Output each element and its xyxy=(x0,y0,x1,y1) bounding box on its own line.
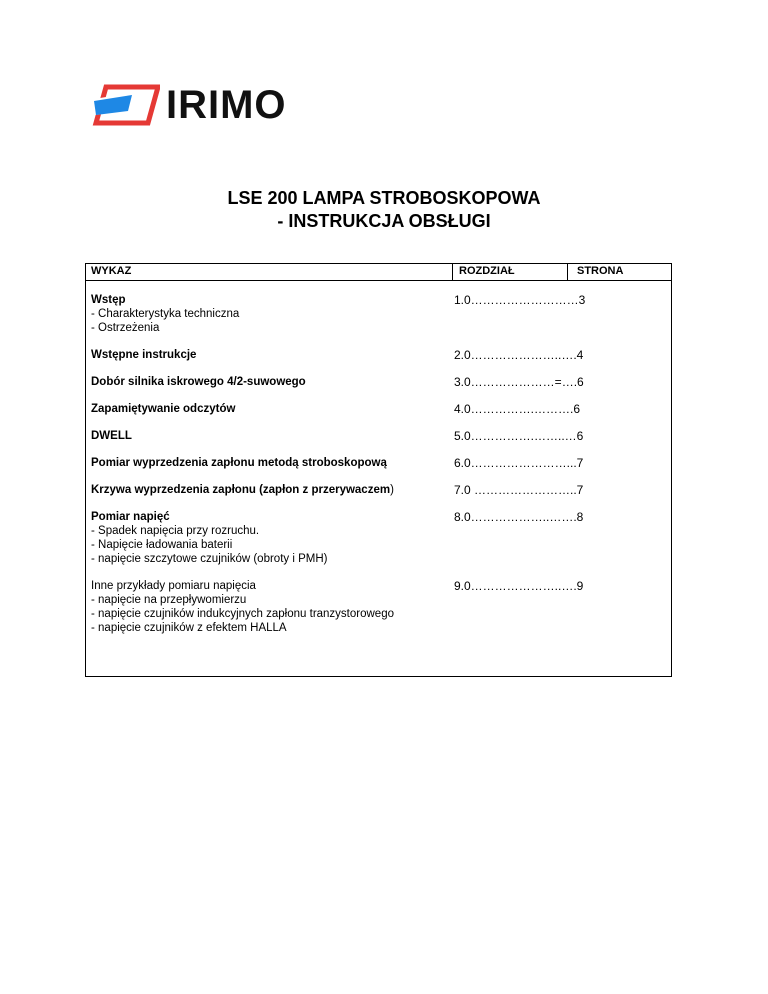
toc-entry-sub: Inne przykłady pomiaru napięcia xyxy=(91,580,256,592)
toc-header-list: WYKAZ xyxy=(91,265,132,277)
toc-entry-sub: - Spadek napięcia przy rozruchu. xyxy=(91,525,260,537)
toc-entry-title: Wstępne instrukcje xyxy=(91,349,197,361)
toc-header-row xyxy=(86,264,671,281)
toc-header-page: STRONA xyxy=(577,265,624,277)
toc-entry-title: Pomiar napięć xyxy=(91,511,170,523)
toc-entry-ref: 9.0…………………..….9 xyxy=(454,579,584,593)
brand-logo xyxy=(92,82,287,128)
document-subtitle: - INSTRUKCJA OBSŁUGI xyxy=(277,211,491,231)
toc-entry-title xyxy=(91,483,461,497)
toc-header-divider xyxy=(452,264,453,280)
toc-entry-sub: - napięcie czujników indukcyjnych zapłonu tranzystorowego xyxy=(91,608,394,620)
toc-entry-sub: - napięcie na przepływomierzu xyxy=(91,594,247,606)
toc-entry-title-main: Krzywa wyprzedzenia zapłonu (zapłon z przerywaczem xyxy=(91,484,391,496)
toc-entry-ref: 5.0…………….……..…6 xyxy=(454,429,584,443)
brand-name: IRIMO xyxy=(166,83,287,127)
toc-entry-ref: 6.0……………………...7 xyxy=(454,456,584,470)
toc-entry-title: DWELL xyxy=(91,430,132,442)
toc-entry-sub: - Ostrzeżenia xyxy=(91,322,160,334)
toc-entry-ref: 3.0…………………=….6 xyxy=(454,375,584,389)
toc-entry-sub: - napięcie czujników z efektem HALLA xyxy=(91,622,287,634)
document-title: LSE 200 LAMPA STROBOSKOPOWA xyxy=(227,188,541,208)
toc-entry-ref: 1.0………………………3 xyxy=(454,293,586,307)
toc-entry-title: Pomiar wyprzedzenia zapłonu metodą stroboskopową xyxy=(91,457,387,469)
toc-entry-title: Wstęp xyxy=(91,294,126,306)
toc-header-divider xyxy=(567,264,568,280)
toc-entry-sub: - Napięcie ładowania baterii xyxy=(91,539,233,551)
toc-entry-title-tail: ) xyxy=(390,484,394,496)
irimo-logo-icon xyxy=(92,83,160,127)
toc-header-chapter: ROZDZIAŁ xyxy=(459,265,515,277)
toc-entry-ref: 7.0 ……………………..7 xyxy=(454,483,584,497)
toc-entry-sub: - napięcie szczytowe czujników (obroty i PMH) xyxy=(91,553,328,565)
toc-entry-title: Zapamiętywanie odczytów xyxy=(91,403,236,415)
toc-entry-sub: - Charakterystyka techniczna xyxy=(91,308,240,320)
toc-entry-title: Dobór silnika iskrowego 4/2-suwowego xyxy=(91,376,306,388)
toc-entry-ref: 2.0…………………..….4 xyxy=(454,348,584,362)
toc-entry-ref: 8.0………………..…….8 xyxy=(454,510,584,524)
table-of-contents xyxy=(85,263,672,677)
toc-entry-ref: 4.0…………….……….6 xyxy=(454,402,581,416)
